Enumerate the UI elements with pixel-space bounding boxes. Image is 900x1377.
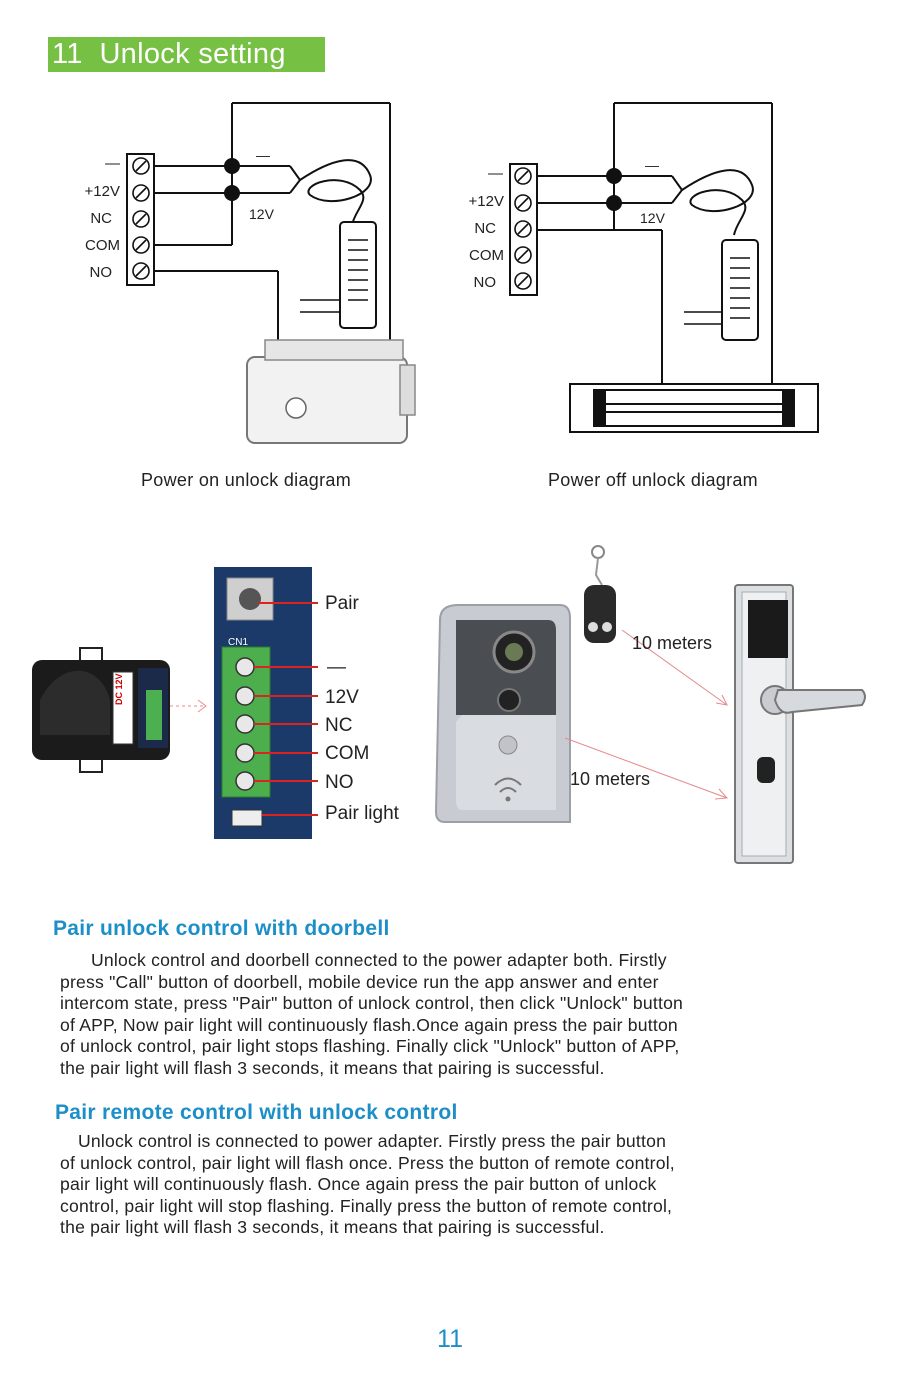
power-on-terminal-12v: +12V — [84, 183, 120, 200]
board-cn-label: CN1 — [228, 637, 249, 648]
doorbell-icon — [436, 605, 570, 822]
power-on-terminal-minus: — — [105, 155, 120, 172]
power-off-adapter-label: 12V — [640, 210, 665, 226]
pair-doorbell-line-4: of APP, Now pair light will continuously flash.Once again press the pair button — [60, 1014, 678, 1035]
power-off-terminal-com: COM — [469, 247, 504, 264]
power-off-terminal-12v: +12V — [468, 193, 504, 210]
board-label-minus: — — [327, 657, 346, 678]
board-label-12v: 12V — [325, 687, 359, 708]
pair-remote-line-2: of unlock control, pair light will flash once. Press the button of remote control, — [60, 1152, 675, 1173]
pair-remote-title: Pair remote control with unlock control — [55, 1101, 458, 1124]
pair-doorbell-line-6: the pair light will flash 3 seconds, it means that pairing is successful. — [60, 1057, 605, 1078]
pair-remote-line-1: Unlock control is connected to power adapter. Firstly press the pair button — [78, 1131, 667, 1151]
pair-remote-paragraph — [60, 1131, 820, 1239]
pair-remote-line-4: control, pair light will stop flashing. Finally press the button of remote control, — [60, 1195, 673, 1216]
remote-keyfob-icon — [584, 546, 616, 643]
remote-range-label: 10 meters — [632, 633, 713, 653]
power-on-terminal-com: COM — [85, 237, 120, 254]
power-off-terminal-nc: NC — [474, 220, 496, 237]
power-off-minus-label: — — [645, 157, 659, 173]
power-on-terminal-no: NO — [89, 264, 112, 281]
power-off-terminal-minus: — — [488, 165, 503, 182]
pair-doorbell-line-3: intercom state, press "Pair" button of unlock control, then click "Unlock" button — [60, 993, 684, 1014]
section-title: Unlock setting — [99, 38, 286, 70]
board-label-pair: Pair — [325, 593, 359, 614]
section-number: 11 — [52, 38, 83, 70]
board-label-nc: NC — [325, 715, 353, 736]
module-voltage-label: DC 12V — [114, 673, 124, 705]
doorbell-range-label: 10 meters — [570, 769, 651, 789]
board-label-no: NO — [325, 772, 354, 793]
pair-remote-line-5: the pair light will flash 3 seconds, it means that pairing is successful. — [60, 1217, 605, 1238]
power-on-caption: Power on unlock diagram — [141, 470, 352, 490]
pair-doorbell-line-5: of unlock control, pair light stops flashing. Finally click "Unlock" button of APP, — [60, 1036, 680, 1057]
power-off-terminal-no: NO — [473, 274, 496, 291]
pair-doorbell-title: Pair unlock control with doorbell — [53, 917, 390, 940]
page-number: 11 — [437, 1325, 463, 1353]
board-label-pair-light: Pair light — [325, 803, 399, 824]
power-on-minus-label: — — [256, 147, 270, 163]
power-off-caption: Power off unlock diagram — [548, 470, 758, 490]
power-on-adapter-label: 12V — [249, 206, 274, 222]
pair-doorbell-line-1: Unlock control and doorbell connected to the power adapter both. Firstly — [91, 950, 667, 970]
pair-doorbell-paragraph — [60, 950, 820, 1080]
door-lock-icon — [735, 585, 865, 863]
pair-remote-line-3: pair light will continuously flash. Once again press the pair button of unlock — [60, 1174, 657, 1195]
power-on-terminal-nc: NC — [90, 210, 112, 227]
board-label-com: COM — [325, 743, 370, 764]
pair-doorbell-line-2: press "Call" button of doorbell, mobile device run the app answer and enter — [60, 971, 659, 992]
